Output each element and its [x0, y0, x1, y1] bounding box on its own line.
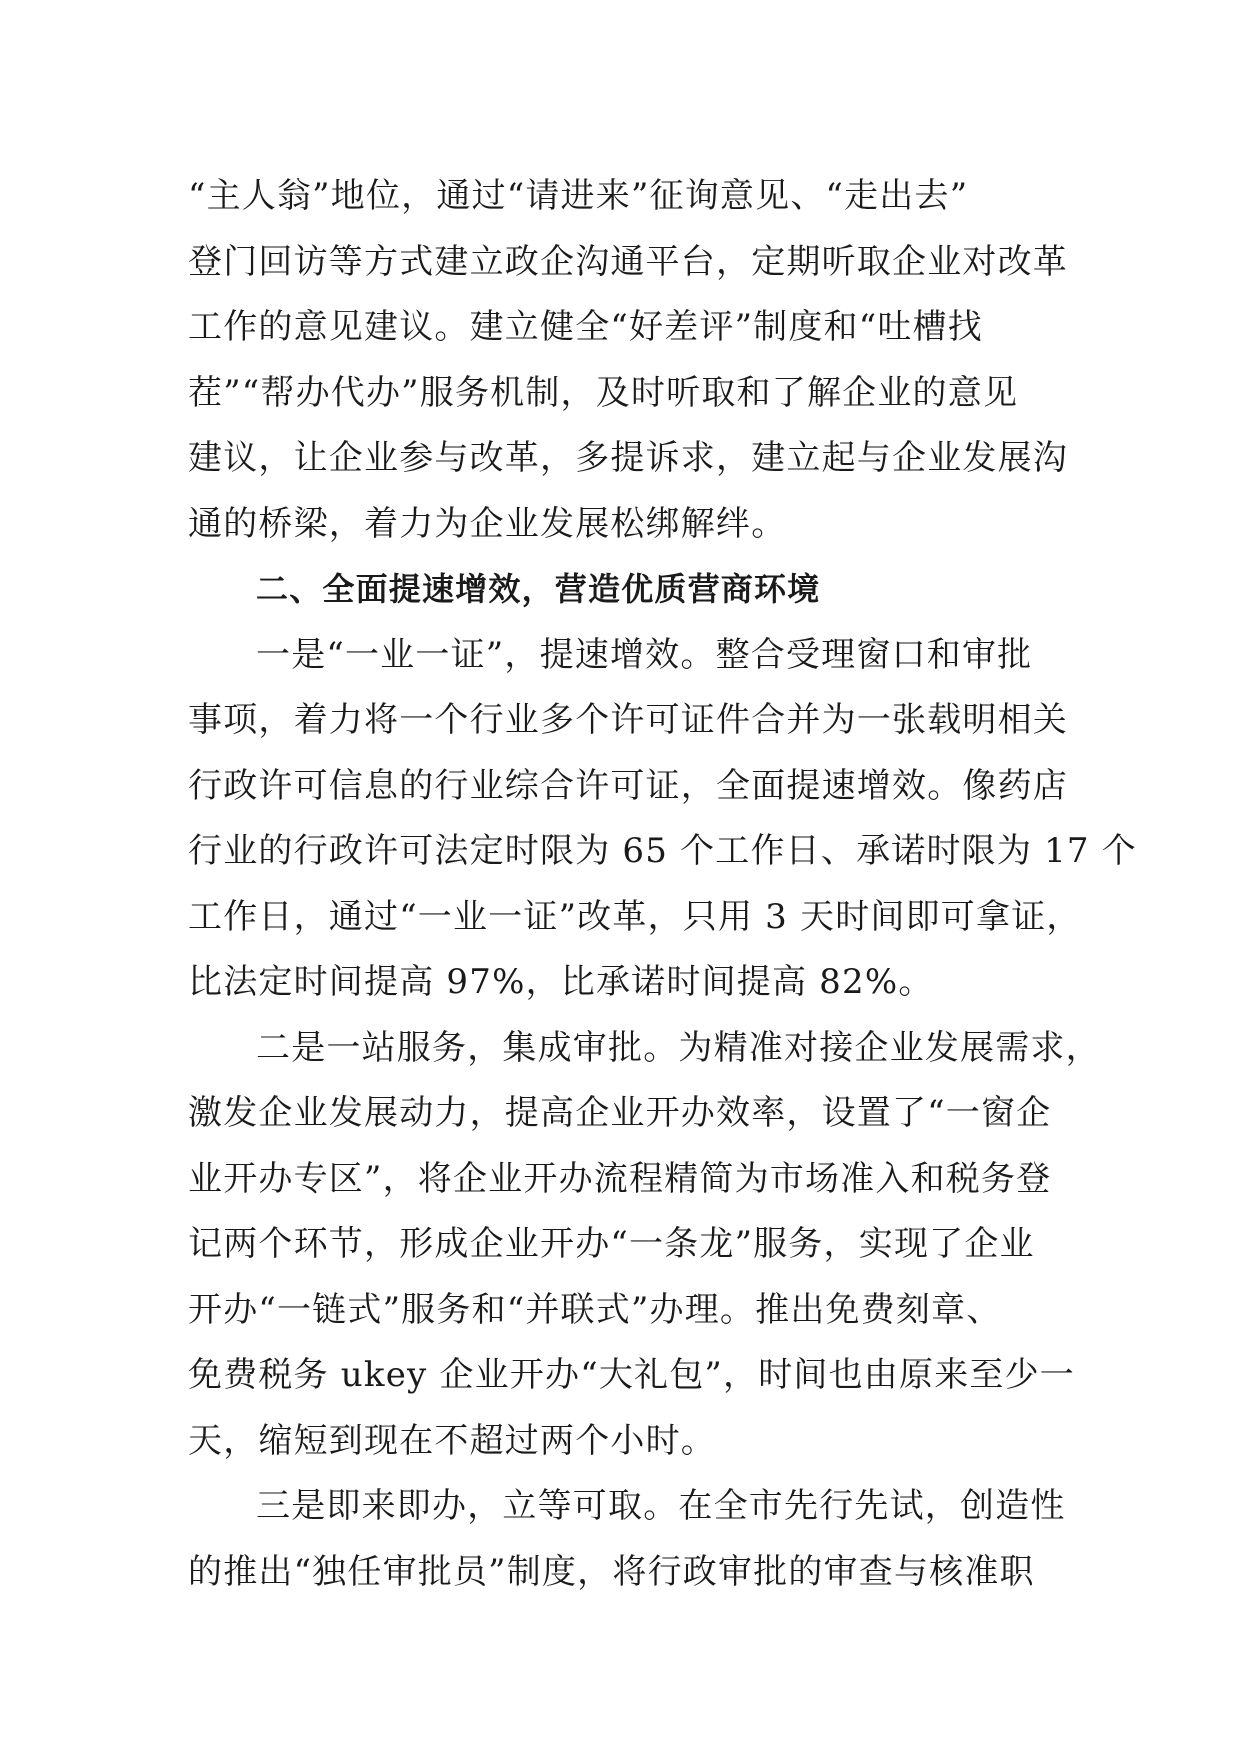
text-line: 登门回访等方式建立政企沟通平台，定期听取企业对改革 — [188, 241, 1068, 282]
document-body — [188, 164, 1137, 1605]
text-line: 行业的行政许可法定时限为 65 个工作日、承诺时限为 17 个 — [188, 831, 1137, 871]
text-line: 记两个环节，形成企业开办“一条龙”服务，实现了企业 — [188, 1224, 1035, 1264]
text-line: 开办“一链式”服务和“并联式”办理。推出免费刻章、 — [188, 1289, 1002, 1330]
text-line: 天，缩短到现在不超过两个小时。 — [188, 1420, 716, 1461]
text-line: 茬”“帮办代办”服务机制，及时听取和了解企业的意见 — [188, 372, 1019, 413]
text-line: 激发企业发展动力，提高企业开办效率，设置了“一窗企 — [188, 1093, 1052, 1133]
paragraph-first-line: 一是“一业一证”，提速增效。整合受理窗口和审批 — [256, 634, 1033, 675]
text-line: 的推出“独任审批员”制度，将行政审批的审查与核准职 — [188, 1551, 1035, 1592]
text-line: 工作日，通过“一业一证”改革，只用 3 天时间即可拿证， — [188, 896, 1082, 937]
text-line: 免费税务 ukey 企业开办“大礼包”，时间也由原来至少一 — [188, 1355, 1076, 1395]
text-line: 通的桥梁，着力为企业发展松绑解绊。 — [188, 503, 787, 544]
text-line: 工作的意见建议。建立健全“好差评”制度和“吐槽找 — [188, 307, 983, 347]
text-line: 比法定时间提高 97%，比承诺时间提高 82%。 — [188, 962, 934, 1002]
text-line: 建议，让企业参与改革，多提诉求，建立起与企业发展沟 — [188, 438, 1068, 478]
paragraph-first-line: 三是即来即办，立等可取。在全市先行先试，创造性 — [256, 1486, 1066, 1526]
text-line: “主人翁”地位，通过“请进来”征询意见、“走出去” — [188, 176, 969, 216]
text-line: 事项，着力将一个行业多个许可证件合并为一张载明相关 — [188, 700, 1068, 740]
section-heading: 二、全面提速增效，营造优质营商环境 — [256, 570, 821, 608]
text-line: 业开办专区”，将企业开办流程精简为市场准入和税务登 — [188, 1158, 1052, 1199]
text-line: 行政许可信息的行业综合许可证，全面提速增效。像药店 — [188, 765, 1068, 806]
paragraph-first-line: 二是一站服务，集成审批。为精准对接企业发展需求， — [256, 1027, 1101, 1068]
